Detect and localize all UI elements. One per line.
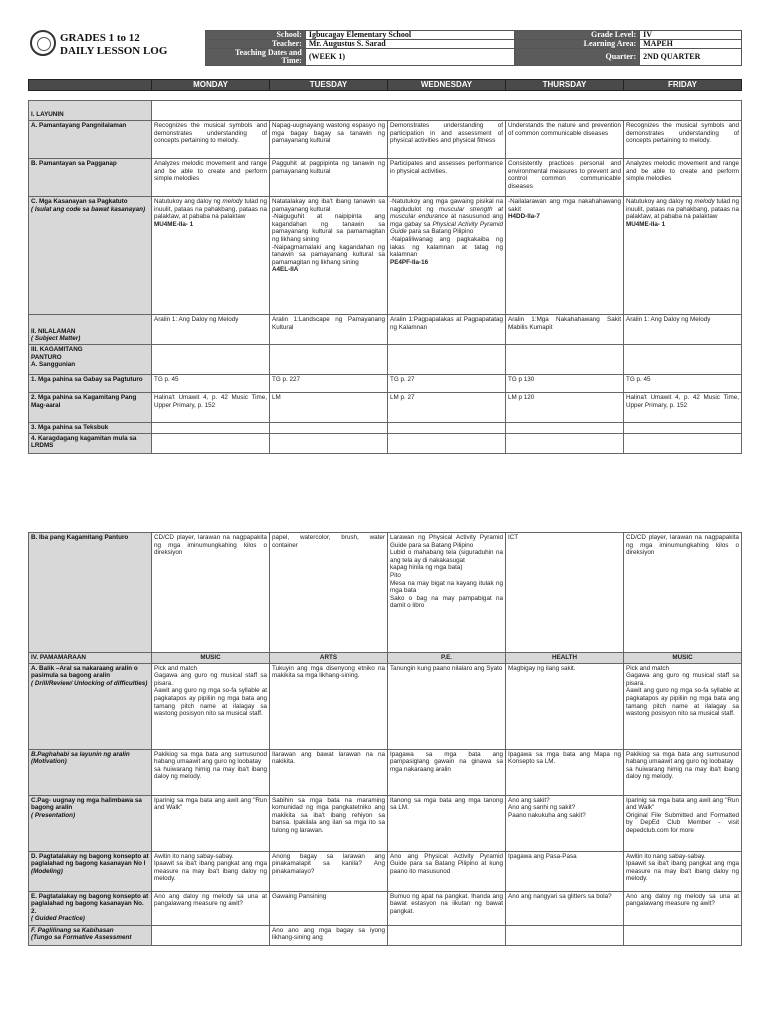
area-value: MAPEH: [640, 40, 742, 49]
table-row-kagamitan: III. KAGAMITANG PANTURO A. Sanggunian: [29, 345, 742, 375]
table-row-kasanayan: C. Mga Kasanayan sa Pagkatuto ( Isulat ang code sa bawat kasanayan) Natutukoy ang daloy ng melody tulad ng inuulit, pataas na pahakbang, pataas na palaktaw, at pababa na palaktaw MU4ME-IIa- 1 Natatalakay ang iba't ibang tanawin sa pamayanang kultural -Naiguguhit at naipipinta ang kagandahan ng tanawin sa pamayanang kultural sa pamamagitan ng likhang sining -Naipagmamalaki ang kagandahan ng tanawin sa pamayanang kultural sa pamamagitan ng likhang sining A4EL-IIA -Natutukoy ang mga gawaing pisikal na nagdudulot ng muscular strength at muscular endurance at nasusunod ang mga gabay sa Physical Activity Pyramid Guide para sa Batang Pilipino -Naipaliliwanag ang pagkakaiba ng lakas ng kalamnan at tatag ng kalamnan PE4PF-IIa-16 -Nailalarawan ang mga nakahahawang sakit H4DD-IIa-7 Natutukoy ang daloy ng melody tulad ng inuulit, pataas na pahakbang, pataas na palaktaw, at pababa na palaktaw MU4ME-IIa- 1: [29, 197, 742, 315]
day-wednesday: WEDNESDAY: [388, 80, 506, 91]
table-row-pamamaraan: IV. PAMAMARAAN MUSIC ARTS P.E. HEALTH MUSIC: [29, 653, 742, 664]
quarter-value: 2ND QUARTER: [640, 49, 742, 66]
grade-label: Grade Level:: [515, 31, 640, 40]
table-row-gabay: 1. Mga pahina sa Gabay sa Pagtuturo TG p. 45 TG p. 227 TG p. 27 TG p 130 TG p. 45: [29, 375, 742, 393]
corner-cell: [29, 80, 152, 91]
table-row-f: F. Paglilinang sa Kabihasan (Tungo sa Formative Assessment Ano ano ang mga bagay sa iyong likhang-sining ang: [29, 925, 742, 945]
dates-value: (WEEK 1): [305, 49, 515, 66]
day-tuesday: TUESDAY: [270, 80, 388, 91]
table-row-b: B.Paghahabi sa layunin ng aralin (Motivation) Pakikiog sa mga bata ang sumusunod habang umaawit ang guro ng loobatay sa huiwarang himig na may iba't ibang daloy ng melody. Ilarawan ang bawat larawan na na nakikita. Ipagawa sa mga bata ang pampasiglang gawain na ginawa sa mga nakaraang aralin Ipagawa sa mga bata ang Mapa ng Konsepto sa LM. Pakikiog sa mga bata ang sumusunod habang umaawit ang guro ng loobatay sa huiwarang himig na may iba't ibang daloy ng melody.: [29, 749, 742, 795]
table-row: B. Pamantayan sa Pagganap Analyzes melodic movement and range and be able to create and perform simple melodies Pagguhit at pagpipinta ng tanawin ng pamayanang kultural Participates and assesses performance in physical activities. Consistently practices personal and environmental measures to prevent and control common communicable diseases Analyzes melodic movement and range and be able to create and perform simple melodies: [29, 159, 742, 197]
layunin-label: I. LAYUNIN: [29, 101, 152, 121]
table-row-lrdms: 4. Karagdagang kagamitan mula sa LRDMS: [29, 433, 742, 453]
grade-value: IV: [640, 31, 742, 40]
document-title: GRADES 1 to 12 DAILY LESSON LOG: [60, 32, 168, 57]
table-row-nilalaman: II. NILALAMAN ( Subject Matter) Aralin 1: Ang Daloy ng Melody Aralin 1:Landscape ng Pamayanang Kultural Aralin 1:Pagpapalakas at Pagpapatatag ng Kalamnan Aralin 1:Mga Nakahahawang Sakit Mabilis Kumapit Aralin 1: Ang Daloy ng Melody: [29, 315, 742, 345]
day-friday: FRIDAY: [624, 80, 742, 91]
teacher-value: Mr. Augustus S. Sarad: [305, 40, 515, 49]
lesson-log-page-1: [0, 0, 768, 480]
lesson-log-page-2: [0, 520, 768, 1024]
table-row-c: C.Pag- uugnay ng mga halimbawa sa bagong aralin ( Presentation) Iparinig sa mga bata ang awit ang "Run and Walk" Sabihin sa mga bata na maraming komunidad ng mga pangkatetniko ang makikita sa iba't ibang rehiyon sa bansa. Ipakilala ang ilan sa mga ito sa tulong ng larawan. Itanong sa mga bata ang mga tanong sa LM. Ano ang sakit? Ano ang sanhi ng sakit? Paano nakukuha ang sakit? Iparinig sa mga bata ang awit ang "Run and Walk" Original File Submitted and Formatted by DepEd Club Member - visit depedclub.com for more: [29, 795, 742, 851]
quarter-label: Quarter:: [515, 49, 640, 66]
header-info-table: [205, 30, 742, 66]
table-row-e: E. Pagtatalakay ng bagong konsepto at paglalahad ng bagong kasanayan No. 2. ( Guided Practice) Ano ang daloy ng melody sa una at pangalawang measure ng awit? Gawaing Pansining Bumuo ng apat na pangkat. Ihanda ang bawat estasyon na iikutan ng bawat pangkat. Ano ang nangyari sa glitters sa bola? Ano ang daloy ng melody sa una at pangalawang measure ng awit?: [29, 891, 742, 925]
table-row-a: A. Balik –Aral sa nakaraang aralin o pasimula sa bagong aralin ( Drill/Review/ Unlocking of difficulties) Pick and match Gagawa ang guro ng musical staff sa pisara. Aawit ang guro ng mga so-fa syllable at pagkatapos ay pipiliin ng mga bata ang tamang pitch name at ilalagay sa wastong posisyon nito sa musical staff. Tukuyin ang mga disenyong etniko na makikita sa mga likhang-sining. Tanungin kung paano nilalaro ang Syato Magbigay ng ilang sakit. Pick and match Gagawa ang guro ng musical staff sa pisara. Aawit ang guro ng mga so-fa syllable at pagkatapos ay pipiliin ng mga bata ang tamang pitch name at ilalagay sa wastong posisyon nito sa musical staff.: [29, 663, 742, 749]
table-row-teksbuk: 3. Mga pahina sa Teksbuk: [29, 423, 742, 434]
table-row-kagamitang: 2. Mga pahina sa Kagamitang Pang Mag-aaral Halina't Umawit 4, p. 42 Music Time, Upper Primary, p. 152 LM LM p. 27 LM p 120 Halina't Umawit 4, p. 42 Music Time, Upper Primary, p. 152: [29, 393, 742, 423]
school-value: Igbucagay Elementary School: [305, 31, 515, 40]
table-row-d: D. Pagtatalakay ng bagong konsepto at paglalahad ng bagong kasanayan No I (Modeling) Awitin ito nang sabay-sabay. Ipaawit sa iba't ibang pangkat ang mga measure na may iba't ibang daloy ng melody. Anong bagay sa larawan ang pinakamalapit sa kanila? Ang pinakamalayo? Ano ang Physical Activity Pyramid Guide para sa Batang Pilipino at kung paano ito masusunod Ipagawa ang Pasa-Pasa Awitin ito nang sabay-sabay. Ipaawit sa iba't ibang pangkat ang mga measure na may iba't ibang daloy ng melody.: [29, 851, 742, 891]
table-row: A. Pamantayang Pangnilalaman Recognizes the musical symbols and demonstrates understanding of concepts pertaining to melody. Napag-uugnayang wastong espasyo ng mga bagay bagay sa tanawin ng pamayanang kultural Demonstrates understanding of participation in and assessment of physical activities and physical fitness Understands the nature and prevention of common communicable diseases Recognizes the musical symbols and demonstrates understanding of concepts pertaining to melody.: [29, 121, 742, 159]
dates-label: Teaching Dates and Time:: [206, 49, 306, 66]
day-monday: MONDAY: [152, 80, 270, 91]
school-label: School:: [206, 31, 306, 40]
procedure-table: [28, 532, 742, 946]
deped-seal-icon: [30, 30, 56, 56]
area-label: Learning Area:: [515, 40, 640, 49]
day-thursday: THURSDAY: [506, 80, 624, 91]
weekday-header: [28, 79, 742, 91]
teacher-label: Teacher:: [206, 40, 306, 49]
table-row-iba: B. Iba pang Kagamitang Panturo CD/CD player, larawan na nagpapakita ng mga iminumungkahing kilos o direksiyon papel, watercolor, brush, water container Larawan ng Physical Activity Pyramid Guide para sa Batang Pilipino Lubid o mahabang tela (siguraduhin na ang tela ay di nakakasugat kapag hinila ng mga bata) Pito Mesa na may bigat na kayang itulak ng mga bata Sako o bag na may pampabigat na damit o libro ICT CD/CD player, larawan na nagpapakita ng mga iminumungkahing kilos o direksiyon: [29, 533, 742, 653]
objectives-table: [28, 100, 742, 454]
